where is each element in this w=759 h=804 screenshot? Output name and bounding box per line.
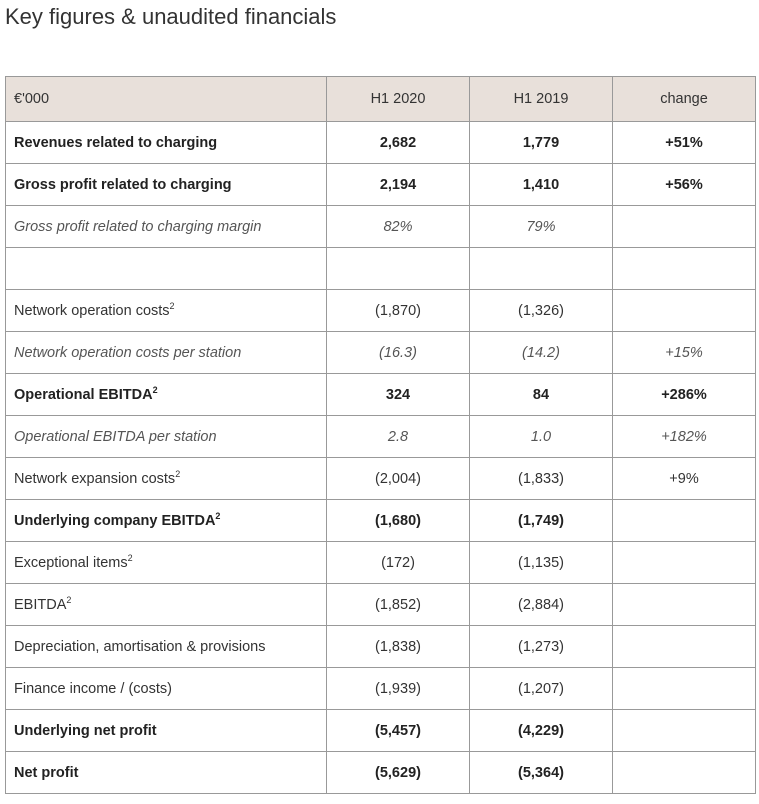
value-h1-2019: (1,273) [470,626,613,668]
value-h1-2019: (5,364) [470,752,613,794]
row-label [6,584,327,626]
row-label-text: Depreciation, amortisation & provisions [14,638,266,655]
value-h1-2020: 82% [327,206,470,248]
table-row [6,374,756,416]
table-row [6,332,756,374]
footnote-marker: 2 [215,510,221,521]
table-header-row [6,77,756,122]
value-h1-2020: (2,004) [327,458,470,500]
value-change [613,710,756,752]
row-label-text: Network operation costs [14,302,170,319]
header-h1-2020: H1 2020 [327,77,470,122]
row-label [6,248,327,290]
value-h1-2019 [470,248,613,290]
row-label [6,458,327,500]
table-row [6,122,756,164]
value-h1-2019: (14.2) [470,332,613,374]
row-label-text: Operational EBITDA [14,386,153,403]
value-h1-2019: 1,410 [470,164,613,206]
value-h1-2019: (4,229) [470,710,613,752]
value-change: +286% [613,374,756,416]
value-change [613,500,756,542]
value-h1-2020: (1,939) [327,668,470,710]
value-h1-2019: 1.0 [470,416,613,458]
row-label-text: Network expansion costs [14,470,176,487]
value-h1-2020: 2.8 [327,416,470,458]
value-change [613,752,756,794]
row-label-text: Operational EBITDA per station [14,428,217,445]
table-row [6,248,756,290]
row-label [6,710,327,752]
row-label [6,122,327,164]
row-label-text: Underlying net profit [14,722,157,739]
row-label-text: Finance income / (costs) [14,680,172,697]
value-change [613,668,756,710]
value-h1-2020: (1,680) [327,500,470,542]
table-row [6,584,756,626]
value-h1-2019: (2,884) [470,584,613,626]
row-label [6,290,327,332]
footnote-marker: 2 [127,552,133,563]
value-h1-2019: (1,326) [470,290,613,332]
value-h1-2020: (16.3) [327,332,470,374]
value-change [613,290,756,332]
row-label [6,206,327,248]
header-currency-unit: €'000 [6,77,327,122]
value-h1-2020: 2,194 [327,164,470,206]
table-row [6,500,756,542]
value-h1-2019: (1,749) [470,500,613,542]
row-label-text: EBITDA [14,596,67,613]
value-change [613,206,756,248]
value-h1-2020: (1,852) [327,584,470,626]
table-row [6,668,756,710]
row-label [6,164,327,206]
table-body [6,122,756,794]
footnote-marker: 2 [175,468,181,479]
value-h1-2019: (1,833) [470,458,613,500]
value-h1-2019: (1,135) [470,542,613,584]
value-change [613,248,756,290]
value-h1-2020: (5,457) [327,710,470,752]
header-change: change [613,77,756,122]
row-label [6,416,327,458]
table-row [6,710,756,752]
value-change: +182% [613,416,756,458]
row-label-text: Net profit [14,764,79,781]
value-h1-2020: (1,838) [327,626,470,668]
footnote-marker: 2 [152,384,158,395]
row-label-text: Revenues related to charging [14,134,218,151]
value-change [613,626,756,668]
value-h1-2020: 2,682 [327,122,470,164]
footnote-marker: 2 [169,300,175,311]
row-label [6,752,327,794]
footnote-marker: 2 [66,594,72,605]
value-change: +56% [613,164,756,206]
header-h1-2019: H1 2019 [470,77,613,122]
value-h1-2020: (1,870) [327,290,470,332]
value-change: +15% [613,332,756,374]
table-row [6,752,756,794]
page-title: Key figures & unaudited financials [5,4,337,29]
row-label-text: Network operation costs per station [14,344,242,361]
row-label [6,542,327,584]
value-change: +9% [613,458,756,500]
row-label [6,374,327,416]
row-label [6,626,327,668]
row-label-text: Exceptional items [14,554,128,571]
table-row [6,458,756,500]
table-row [6,542,756,584]
row-label [6,332,327,374]
value-h1-2020: (5,629) [327,752,470,794]
value-h1-2019: 79% [470,206,613,248]
row-label-text: Gross profit related to charging [14,176,232,193]
table-row [6,416,756,458]
row-label-text: Gross profit related to charging margin [14,218,262,235]
value-h1-2020: 324 [327,374,470,416]
value-change: +51% [613,122,756,164]
table-row [6,164,756,206]
value-h1-2020: (172) [327,542,470,584]
value-change [613,584,756,626]
table-row [6,290,756,332]
row-label-text: Underlying company EBITDA [14,512,216,529]
value-h1-2020 [327,248,470,290]
table-row [6,206,756,248]
table-row [6,626,756,668]
financials-table [5,76,756,794]
value-h1-2019: 84 [470,374,613,416]
value-change [613,542,756,584]
row-label [6,668,327,710]
value-h1-2019: (1,207) [470,668,613,710]
value-h1-2019: 1,779 [470,122,613,164]
row-label [6,500,327,542]
